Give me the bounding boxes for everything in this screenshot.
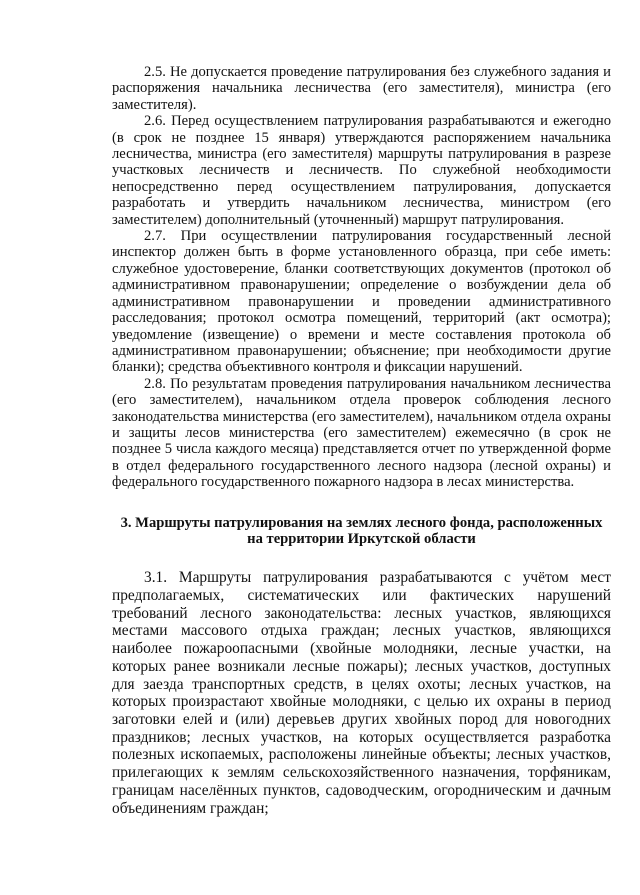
paragraph-2-8: 2.8. По результатам проведения патрулирования начальником лесничества (его заместителем), начальником отдела проверок соблюдения лесного законодательства министерства (его заместителем), начальником отдела охраны и защиты лесов министерства (его заместителем) ежемесячно (в срок не позднее 5 числа каждого месяца) представляется отчет по утвержденной форме в отдел федерального государственного лесного надзора (лесной охраны) и федерального государственного пожарного надзора в лесах министерства. [112,375,611,491]
section-3-heading-line-1: 3. Маршруты патрулирования на землях лесного фонда, расположенных [120,514,603,531]
paragraph-2-6: 2.6. Перед осуществлением патрулирования разрабатываются и ежегодно (в срок не позднее 15 января) утверждаются распоряжением начальника лесничества, министра (его заместителя) маршруты патрулирования в разрезе участковых лесничеств и лесничеств. По служебной необходимости непосредственно перед осуществлением патрулирования, допускается разработать и утвердить начальником лесничества, министром (его заместителем) дополнительный (уточненный) маршрут патрулирования. [112,113,611,228]
section-3-heading-line-2: на территории Иркутской области [247,530,476,547]
paragraph-2-7: 2.7. При осуществлении патрулирования государственный лесной инспектор должен быть в форме установленного образца, при себе иметь: служебное удостоверение, бланки соответствующих документов (протокол об административном правонарушении; определение о возбуждении дела об административном правонарушении и проведении административного расследования; протокол осмотра помещений, территорий (акт осмотра); уведомление (извещение) о времени и месте составления протокола об административном правонарушении; объяснение; при необходимости другие бланки); средства объективного контроля и фиксации нарушений. [112,228,611,376]
document-body [112,64,611,817]
paragraph-2-5: 2.5. Не допускается проведение патрулирования без служебного задания и распоряжения начальника лесничества (его заместителя), министра (его заместителя). [112,64,611,113]
paragraph-3-1: 3.1. Маршруты патрулирования разрабатываются с учётом мест предполагаемых, систематических или фактических нарушений требований лесного законодательства: лесных участков, являющихся местами массового отдыха граждан; лесных участков, являющихся наиболее пожароопасными (хвойные молодняки, лесные участки, на которых ранее возникали лесные пожары); лесных участков, доступных для заезда транспортных средств, в целях охоты; лесных участков, на которых произрастают хвойные молодняки, с целью их охраны в период заготовки елей и (или) деревьев других хвойных пород для новогодних праздников; лесных участков, на которых осуществляется разработка полезных ископаемых, расположены линейные объекты; лесных участков, прилегающих к землям сельскохозяйственного назначения, торфяникам, границам населённых пунктов, садоводческим, огородническим и дачным объединениям граждан; [112,569,611,817]
section-3-heading [112,515,611,548]
